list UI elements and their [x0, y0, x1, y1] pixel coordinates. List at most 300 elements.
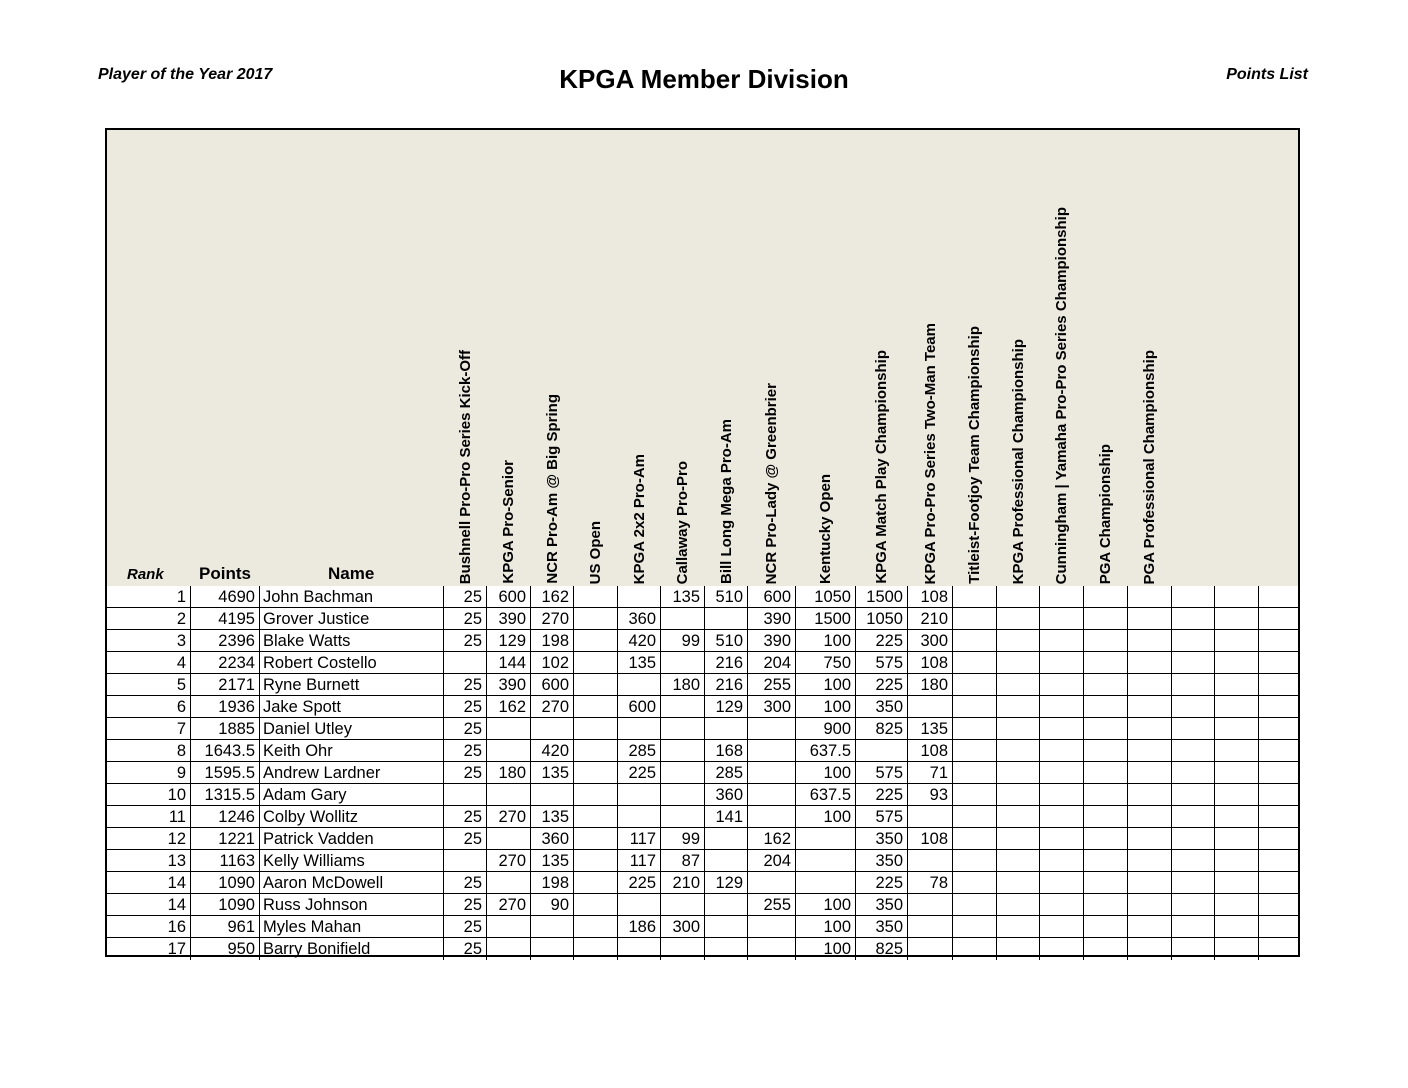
score-cell [1259, 608, 1298, 630]
score-cell [574, 630, 618, 652]
table-row [107, 586, 1298, 608]
score-cell: 25 [444, 740, 487, 762]
score-cell [1259, 740, 1298, 762]
score-cell [661, 652, 705, 674]
table-row [107, 674, 1298, 696]
score-cell [997, 674, 1040, 696]
score-cell [1128, 586, 1172, 608]
name-header: Name [328, 564, 375, 583]
score-cell [796, 872, 856, 894]
score-cell: 1500 [796, 608, 856, 630]
score-cell [1172, 696, 1215, 718]
score-cell [1172, 850, 1215, 872]
score-cell [1172, 828, 1215, 850]
score-cell: 225 [856, 872, 908, 894]
score-cell: 270 [487, 850, 531, 872]
score-cell: 900 [796, 718, 856, 740]
score-cell [574, 652, 618, 674]
score-cell [1040, 718, 1084, 740]
name-cell: Blake Watts [260, 630, 444, 652]
score-cell: 25 [444, 938, 487, 960]
score-cell [1040, 938, 1084, 960]
score-cell: 25 [444, 674, 487, 696]
score-cell [661, 762, 705, 784]
table-row [107, 850, 1298, 872]
score-cell [1128, 608, 1172, 630]
score-cell [531, 916, 574, 938]
score-cell [1259, 784, 1298, 806]
score-cell [1084, 696, 1128, 718]
score-cell: 390 [487, 674, 531, 696]
event-header-label: Bushnell Pro-Pro Series Kick-Off [456, 349, 474, 584]
score-cell [1172, 740, 1215, 762]
table-row [107, 916, 1298, 938]
score-cell [1215, 850, 1259, 872]
score-cell [444, 652, 487, 674]
event-header [444, 130, 487, 586]
score-cell: 225 [618, 762, 661, 784]
score-cell [1040, 806, 1084, 828]
score-cell [1172, 916, 1215, 938]
event-header-label: KPGA 2x2 Pro-Am [630, 453, 648, 584]
score-cell: 204 [748, 652, 796, 674]
score-cell [997, 784, 1040, 806]
score-cell: 360 [705, 784, 748, 806]
event-header-label: Bill Long Mega Pro-Am [717, 419, 735, 584]
event-header [1259, 130, 1298, 586]
score-cell: 216 [705, 674, 748, 696]
score-cell [1259, 806, 1298, 828]
score-cell [748, 762, 796, 784]
score-cell [1172, 938, 1215, 960]
table-row [107, 894, 1298, 916]
score-cell [661, 806, 705, 828]
score-cell: 210 [661, 872, 705, 894]
score-cell [1172, 872, 1215, 894]
score-cell [1084, 872, 1128, 894]
score-cell [1084, 938, 1128, 960]
name-cell: Daniel Utley [260, 718, 444, 740]
score-cell [1128, 806, 1172, 828]
score-cell [1040, 740, 1084, 762]
score-cell [1259, 696, 1298, 718]
score-cell [574, 740, 618, 762]
event-header-label: Kentucky Open [817, 473, 834, 584]
score-cell [1040, 762, 1084, 784]
score-cell [1259, 894, 1298, 916]
table-row [107, 740, 1298, 762]
score-cell [1172, 674, 1215, 696]
event-header-label: KPGA Professional Championship [1009, 338, 1027, 584]
score-cell [705, 938, 748, 960]
score-cell [1215, 718, 1259, 740]
score-cell [487, 740, 531, 762]
score-cell [531, 938, 574, 960]
score-cell [1215, 608, 1259, 630]
score-cell: 25 [444, 894, 487, 916]
score-cell: 285 [618, 740, 661, 762]
score-cell [661, 608, 705, 630]
event-header [1128, 130, 1172, 586]
score-cell: 204 [748, 850, 796, 872]
score-cell: 100 [796, 630, 856, 652]
score-cell: 25 [444, 806, 487, 828]
score-cell: 1050 [856, 608, 908, 630]
score-cell [1215, 586, 1259, 608]
score-cell [1172, 762, 1215, 784]
rank-cell: 4 [107, 652, 191, 674]
score-cell [1084, 718, 1128, 740]
score-cell [997, 762, 1040, 784]
name-cell: Myles Mahan [260, 916, 444, 938]
score-cell: 210 [908, 608, 953, 630]
score-cell [1128, 916, 1172, 938]
score-cell [487, 828, 531, 850]
name-cell: Colby Wollitz [260, 806, 444, 828]
score-cell [1172, 608, 1215, 630]
score-cell [953, 586, 997, 608]
score-cell: 637.5 [796, 740, 856, 762]
score-cell [953, 938, 997, 960]
score-cell [953, 850, 997, 872]
score-cell [1259, 652, 1298, 674]
score-cell [1172, 652, 1215, 674]
score-cell [1084, 806, 1128, 828]
score-cell [1084, 828, 1128, 850]
score-cell [953, 762, 997, 784]
rank-cell: 8 [107, 740, 191, 762]
points-cell: 1221 [191, 828, 260, 850]
score-cell [1040, 696, 1084, 718]
score-cell: 129 [705, 872, 748, 894]
score-cell [574, 916, 618, 938]
score-cell [1215, 762, 1259, 784]
event-header [1084, 130, 1128, 586]
table-row [107, 652, 1298, 674]
score-cell [531, 784, 574, 806]
score-cell [1259, 586, 1298, 608]
score-cell [1215, 630, 1259, 652]
table-row [107, 872, 1298, 894]
header-left: Player of the Year 2017 [98, 66, 273, 83]
score-cell [997, 630, 1040, 652]
score-cell [1084, 784, 1128, 806]
score-cell [705, 608, 748, 630]
score-cell [953, 718, 997, 740]
score-cell: 180 [487, 762, 531, 784]
score-cell: 225 [856, 674, 908, 696]
rank-cell: 12 [107, 828, 191, 850]
score-cell [856, 740, 908, 762]
event-header [796, 130, 856, 586]
score-cell [1084, 916, 1128, 938]
score-cell: 99 [661, 630, 705, 652]
score-cell: 168 [705, 740, 748, 762]
score-cell: 420 [531, 740, 574, 762]
score-cell: 25 [444, 608, 487, 630]
event-header-label: KPGA Pro-Senior [500, 460, 517, 584]
score-cell [574, 784, 618, 806]
score-cell: 129 [487, 630, 531, 652]
rank-cell: 2 [107, 608, 191, 630]
score-cell [953, 674, 997, 696]
points-cell: 961 [191, 916, 260, 938]
score-cell [1172, 806, 1215, 828]
table-row [107, 630, 1298, 652]
score-cell [1215, 828, 1259, 850]
score-cell [1215, 784, 1259, 806]
score-cell [1084, 630, 1128, 652]
table-row [107, 696, 1298, 718]
score-cell [574, 850, 618, 872]
score-cell [1084, 894, 1128, 916]
score-cell [1084, 674, 1128, 696]
score-cell: 350 [856, 828, 908, 850]
score-cell: 270 [487, 894, 531, 916]
rank-cell: 10 [107, 784, 191, 806]
score-cell: 100 [796, 938, 856, 960]
event-header-label: Titleist-Footjoy Team Championship [966, 326, 983, 584]
score-cell [748, 872, 796, 894]
score-cell [1128, 872, 1172, 894]
score-cell: 25 [444, 718, 487, 740]
rank-header: Rank [127, 566, 164, 583]
event-header [953, 130, 997, 586]
header-right: Points List [1226, 66, 1308, 83]
score-cell [705, 894, 748, 916]
score-cell [908, 938, 953, 960]
score-cell [574, 718, 618, 740]
score-cell [531, 718, 574, 740]
score-cell: 100 [796, 696, 856, 718]
score-cell [661, 740, 705, 762]
name-cell: Kelly Williams [260, 850, 444, 872]
score-cell [1172, 894, 1215, 916]
score-cell [1172, 784, 1215, 806]
event-header [748, 130, 796, 586]
score-cell: 300 [661, 916, 705, 938]
score-cell [908, 916, 953, 938]
score-cell: 135 [661, 586, 705, 608]
score-cell [953, 652, 997, 674]
score-cell [1215, 652, 1259, 674]
score-cell: 600 [618, 696, 661, 718]
points-cell: 1595.5 [191, 762, 260, 784]
table-row [107, 762, 1298, 784]
score-cell: 360 [618, 608, 661, 630]
score-cell [1040, 828, 1084, 850]
score-cell: 135 [531, 806, 574, 828]
score-cell: 575 [856, 762, 908, 784]
event-header [997, 130, 1040, 586]
score-cell: 25 [444, 762, 487, 784]
score-cell: 255 [748, 674, 796, 696]
score-cell [661, 784, 705, 806]
score-cell: 1050 [796, 586, 856, 608]
score-cell: 600 [487, 586, 531, 608]
score-cell [487, 938, 531, 960]
score-cell: 100 [796, 806, 856, 828]
name-cell: Ryne Burnett [260, 674, 444, 696]
event-header [705, 130, 748, 586]
score-cell: 390 [748, 608, 796, 630]
event-header-label: US Open [587, 520, 604, 584]
rank-cell: 5 [107, 674, 191, 696]
score-cell [705, 850, 748, 872]
score-cell: 350 [856, 894, 908, 916]
score-cell: 285 [705, 762, 748, 784]
score-cell: 117 [618, 828, 661, 850]
score-cell [1259, 916, 1298, 938]
score-cell [1128, 894, 1172, 916]
score-cell: 186 [618, 916, 661, 938]
score-cell [574, 762, 618, 784]
score-cell [953, 828, 997, 850]
event-header [1040, 130, 1084, 586]
score-cell [997, 806, 1040, 828]
rank-cell: 14 [107, 894, 191, 916]
score-cell: 108 [908, 740, 953, 762]
score-cell: 25 [444, 630, 487, 652]
rank-cell: 1 [107, 586, 191, 608]
score-cell: 225 [856, 630, 908, 652]
event-header [1215, 130, 1259, 586]
event-header-label: KPGA Match Play Championship [873, 350, 890, 584]
score-cell [748, 718, 796, 740]
score-cell [1040, 652, 1084, 674]
score-cell [796, 828, 856, 850]
score-cell: 135 [618, 652, 661, 674]
rank-cell: 17 [107, 938, 191, 960]
score-cell [997, 740, 1040, 762]
table-row [107, 938, 1298, 960]
points-cell: 1885 [191, 718, 260, 740]
score-cell [1259, 938, 1298, 960]
score-cell [748, 916, 796, 938]
score-cell [1084, 652, 1128, 674]
score-cell [908, 850, 953, 872]
points-header: Points [199, 564, 251, 583]
score-cell [1259, 718, 1298, 740]
score-cell [748, 784, 796, 806]
score-cell [1215, 740, 1259, 762]
score-cell [953, 696, 997, 718]
score-cell [953, 872, 997, 894]
score-cell [997, 652, 1040, 674]
score-cell: 420 [618, 630, 661, 652]
score-cell [487, 718, 531, 740]
score-cell [908, 894, 953, 916]
score-cell [1040, 916, 1084, 938]
score-cell [1259, 872, 1298, 894]
score-cell [574, 586, 618, 608]
score-cell [1084, 608, 1128, 630]
score-cell [618, 784, 661, 806]
score-cell: 510 [705, 586, 748, 608]
score-cell: 575 [856, 806, 908, 828]
score-cell: 350 [856, 696, 908, 718]
score-cell: 108 [908, 828, 953, 850]
score-cell: 162 [531, 586, 574, 608]
event-header [487, 130, 531, 586]
score-cell [997, 850, 1040, 872]
event-header-label: Callaway Pro-Pro [674, 460, 691, 584]
score-cell [1128, 652, 1172, 674]
score-cell [953, 630, 997, 652]
score-cell: 198 [531, 630, 574, 652]
score-cell: 162 [748, 828, 796, 850]
score-cell [574, 894, 618, 916]
name-cell: Andrew Lardner [260, 762, 444, 784]
score-cell: 300 [908, 630, 953, 652]
score-cell [705, 718, 748, 740]
score-cell [487, 872, 531, 894]
score-cell [574, 806, 618, 828]
score-cell [1259, 674, 1298, 696]
score-cell [1084, 850, 1128, 872]
points-cell: 1090 [191, 872, 260, 894]
event-header [1172, 130, 1215, 586]
score-cell [574, 872, 618, 894]
score-cell [1128, 828, 1172, 850]
score-cell [997, 586, 1040, 608]
score-cell: 825 [856, 938, 908, 960]
event-header [531, 130, 574, 586]
score-cell [1128, 762, 1172, 784]
score-cell [574, 674, 618, 696]
points-cell: 1090 [191, 894, 260, 916]
points-cell: 4690 [191, 586, 260, 608]
score-cell: 25 [444, 696, 487, 718]
rank-cell: 16 [107, 916, 191, 938]
score-cell [997, 608, 1040, 630]
score-cell [1084, 586, 1128, 608]
score-cell: 270 [531, 608, 574, 630]
score-cell [1040, 586, 1084, 608]
score-cell [953, 784, 997, 806]
score-cell: 25 [444, 872, 487, 894]
event-header-label: NCR Pro-Am @ Big Spring [543, 394, 561, 584]
score-cell: 575 [856, 652, 908, 674]
rank-cell: 14 [107, 872, 191, 894]
score-cell [748, 806, 796, 828]
score-cell [1172, 586, 1215, 608]
score-cell: 270 [487, 806, 531, 828]
score-cell [618, 894, 661, 916]
table-row [107, 784, 1298, 806]
score-cell [1215, 938, 1259, 960]
table-row [107, 828, 1298, 850]
event-header-label: NCR Pro-Lady @ Greenbrier [763, 382, 780, 584]
rank-cell: 11 [107, 806, 191, 828]
score-cell: 1500 [856, 586, 908, 608]
score-cell: 825 [856, 718, 908, 740]
score-cell [618, 586, 661, 608]
score-cell [1128, 784, 1172, 806]
table-row [107, 608, 1298, 630]
table-row [107, 806, 1298, 828]
score-cell: 100 [796, 674, 856, 696]
score-cell [661, 696, 705, 718]
score-cell: 350 [856, 916, 908, 938]
score-cell [705, 828, 748, 850]
score-cell: 93 [908, 784, 953, 806]
score-cell [1084, 762, 1128, 784]
score-cell [1128, 938, 1172, 960]
rank-cell: 6 [107, 696, 191, 718]
score-cell: 129 [705, 696, 748, 718]
score-cell: 102 [531, 652, 574, 674]
